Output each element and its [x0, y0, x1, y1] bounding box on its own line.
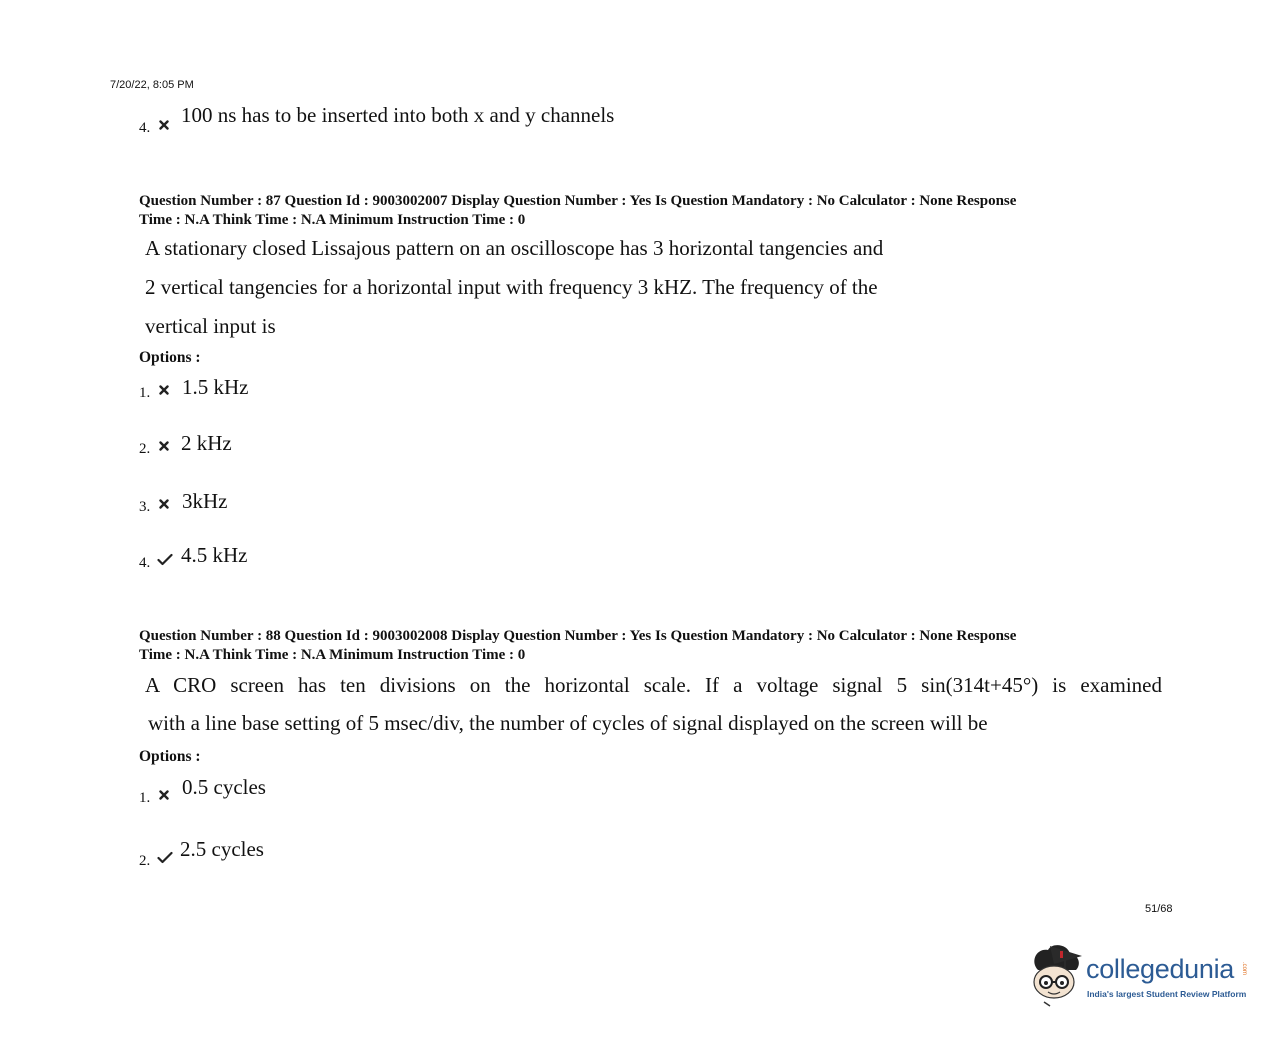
- option-number: 1.: [139, 385, 151, 401]
- option-number: 2.: [139, 441, 151, 457]
- option-number: 4.: [139, 555, 151, 571]
- option-text: 2 kHz: [181, 431, 232, 455]
- option-number: 1.: [139, 790, 151, 806]
- page-number: 51/68: [1145, 903, 1173, 915]
- question-text-line: vertical input is: [145, 314, 276, 338]
- cross-icon: [159, 120, 169, 130]
- print-timestamp: 7/20/22, 8:05 PM: [110, 79, 194, 91]
- question-meta-line: Time : N.A Think Time : N.A Minimum Instruction Time : 0: [139, 647, 526, 663]
- cross-icon: [159, 790, 169, 800]
- check-icon: [157, 851, 173, 864]
- option-text: 100 ns has to be inserted into both x and y channels: [181, 103, 615, 127]
- cross-icon: [159, 441, 169, 451]
- question-88-meta: [139, 627, 1149, 665]
- brand-name: collegedunia: [1086, 954, 1235, 984]
- options-label: Options :: [139, 349, 201, 366]
- question-text-line: A CRO screen has ten divisions on the horizontal scale. If a voltage signal 5 sin(314t+45°) is examined: [145, 673, 1162, 697]
- question-meta-line: Question Number : 87 Question Id : 9003002007 Display Question Number : Yes Is Question Mandatory : No Calculator : None Response: [139, 193, 1017, 209]
- mascot-icon: [1024, 940, 1086, 1008]
- option-text: 2.5 cycles: [180, 837, 264, 861]
- option-text: 0.5 cycles: [182, 775, 266, 799]
- question-meta-line: Question Number : 88 Question Id : 9003002008 Display Question Number : Yes Is Question Mandatory : No Calculator : None Response: [139, 628, 1017, 644]
- check-icon: [157, 553, 173, 566]
- option-number: 3.: [139, 499, 151, 515]
- option-text: 1.5 kHz: [182, 375, 249, 399]
- brand-tagline: India's largest Student Review Platform: [1087, 989, 1247, 999]
- question-meta-line: Time : N.A Think Time : N.A Minimum Instruction Time : 0: [139, 212, 526, 228]
- options-label: Options :: [139, 748, 201, 765]
- brand-logo: [1024, 940, 1086, 1013]
- cross-icon: [159, 499, 169, 509]
- cross-icon: [159, 385, 169, 395]
- option-number: 2.: [139, 853, 151, 869]
- question-87-meta: [139, 192, 1149, 230]
- option-number: 4.: [139, 120, 151, 136]
- question-text-line: A stationary closed Lissajous pattern on an oscilloscope has 3 horizontal tangencies and: [145, 236, 884, 260]
- option-text: 4.5 kHz: [181, 543, 248, 567]
- option-text: 3kHz: [182, 489, 228, 513]
- brand-suffix: .com: [1241, 962, 1247, 976]
- question-text-line: with a line base setting of 5 msec/div, the number of cycles of signal displayed on the screen will be: [148, 711, 988, 735]
- question-text-line: 2 vertical tangencies for a horizontal input with frequency 3 kHZ. The frequency of the: [145, 275, 878, 299]
